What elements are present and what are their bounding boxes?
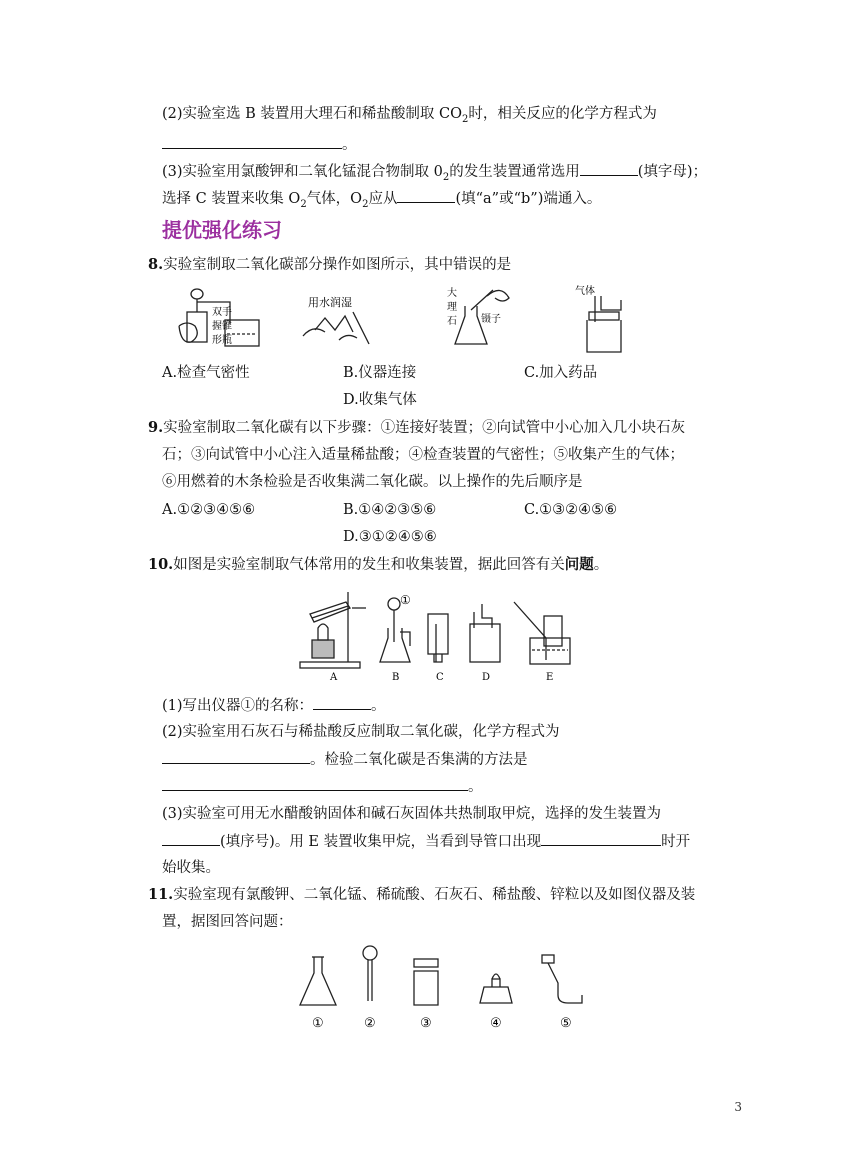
q7-p3-text-a: (3)实验室用氯酸钾和二氧化锰混合物制取 0 [162,164,443,180]
gas-bottle-icon [414,959,438,1005]
q7-p2-text-after: 时，相关反应的化学方程式为 [468,106,657,122]
conical-flask-icon [300,957,336,1005]
q10-fig-label-e: E [546,672,554,683]
q10-fig-c [428,614,448,662]
q9-option-c[interactable]: C.①③②④⑤⑥ [524,502,618,518]
q10-part3-line3: 始收集。 [162,860,220,876]
q11-number: 11. [148,886,174,903]
q10-p2-end: 。 [468,779,483,795]
q8-fig-d-label: 气体 [575,286,595,297]
q7-p3-text-f: 应从 [368,191,398,207]
funnel-icon [363,946,377,1001]
q8-option-a[interactable]: A.检查气密性 [162,365,250,381]
q8-stem-text: 实验室制取二氧化碳部分操作如图所示，其中错误的是 [163,257,512,273]
q10-part1 [162,695,386,716]
answer-blank[interactable] [162,134,342,149]
q8-stem [148,255,511,275]
q11-fig-label-3: ③ [420,1016,432,1031]
q11-fig-label-2: ② [364,1016,376,1031]
q7-p3-text-c: (填字母)； [637,164,708,180]
q10-part2-line3 [162,776,483,797]
q8-fig-c-label: 理 [447,302,457,313]
bent-tube-icon [542,955,582,1003]
q9-option-a[interactable]: A.①②③④⑤⑥ [162,502,256,518]
q10-fig-e [514,602,570,664]
q11-fig-label-5: ⑤ [560,1016,572,1031]
q7-p3-text-e: 气体，O [306,191,363,207]
q10-stem-end: 。 [593,557,609,573]
q7-p2-end: 。 [342,137,357,153]
q7-p3-text-g: (填“a”或“b”)端通入。 [455,191,602,207]
q11-stem-text: 实验室现有氯酸钾、二氧化锰、稀硫酸、石灰石、稀盐酸、锌粒以及如图仪器及装 [173,887,696,903]
q7-p3-sub: 2 [442,171,450,183]
q10-fig-marker: ① [400,593,411,607]
q7-p3-text-d: 选择 C 装置来收集 O [162,191,301,207]
q7-part2-line1 [162,104,657,130]
q10-part3-line1: (3)实验室可用无水醋酸钠固体和碱石灰固体共热制取甲烷，选择的发生装置为 [162,806,662,822]
q8-fig-b-label: 用水润湿 [308,296,352,309]
q8-figure [175,282,645,354]
q7-p3-sub-d: 2 [300,198,307,210]
answer-blank[interactable] [162,831,220,846]
q8-fig-a-label: 形瓶 [212,335,232,346]
q10-p1-end: 。 [371,698,386,714]
q10-part2-line2 [162,749,528,770]
q9-number: 9. [148,419,164,436]
q9-option-d[interactable]: D.③①②④⑤⑥ [343,529,437,545]
q10-p1-text: (1)写出仪器①的名称： [162,698,314,714]
q7-p3-sub-e: 2 [362,198,369,210]
q9-option-b[interactable]: B.①④②③⑤⑥ [343,502,437,518]
q7-part3-line1 [162,161,707,188]
q10-fig-label-a: A [330,672,338,683]
q7-p2-subscript: 2 [462,113,469,125]
q10-fig-b [380,598,410,662]
answer-blank[interactable] [541,831,661,846]
q8-fig-b [303,312,369,344]
answer-blank[interactable] [580,161,638,176]
q8-fig-c-label: 石 [447,316,457,327]
q9-stem-line2: 石；③向试管中小心注入适量稀盐酸；④检查装置的气密性；⑤收集产生的气体； [162,447,684,463]
q8-option-c[interactable]: C.加入药品 [524,365,598,381]
q8-fig-a-label: 握锥 [212,321,232,332]
answer-blank[interactable] [313,695,371,710]
q10-fig-d [470,604,500,662]
q11-stem-line1 [148,885,695,905]
q10-fig-a [300,592,366,668]
q10-fig-label-c: C [436,672,444,683]
q10-p3-text-c: 时开 [661,834,691,850]
q10-part3-line2 [162,831,690,852]
q8-fig-c-label: 镊子 [481,314,501,325]
q10-stem [148,555,608,575]
answer-blank[interactable] [162,749,310,764]
q10-stem-text: 如图是实验室制取气体常用的发生和收集装置，据此回答有关 [173,557,565,573]
q7-part2-line2 [162,134,357,155]
q7-p3-text-b: 的发生装置通常选用 [449,164,580,180]
q8-fig-a-label: 双手 [212,307,232,318]
q8-fig-c-label: 大 [447,288,457,299]
q9-stem-line3: ⑥用燃着的木条检验是否收集满二氧化碳。以上操作的先后顺序是 [162,474,583,490]
q9-stem-line1 [148,418,685,438]
q8-number: 8. [148,256,164,273]
answer-blank[interactable] [162,776,468,791]
page-number: 3 [734,1100,742,1114]
q10-number: 10. [148,556,174,573]
q11-figure [296,943,596,1031]
answer-blank[interactable] [397,188,455,203]
q10-part2-line1: (2)实验室用石灰石与稀盐酸反应制取二氧化碳，化学方程式为 [162,724,560,740]
q7-part3-line2 [162,188,601,215]
q10-figure [296,588,576,684]
q10-p3-text: (填序号)。用 E 装置收集甲烷，当看到导管口出现 [220,834,542,850]
q11-fig-label-1: ① [312,1016,324,1031]
q11-stem-line2: 置，据图回答问题： [162,914,293,930]
q7-p2-text: (2)实验室选 B 装置用大理石和稀盐酸制取 CO [162,106,463,122]
alcohol-lamp-icon [480,974,512,1003]
q10-stem-bold: 问题 [564,556,594,573]
q8-option-b[interactable]: B.仪器连接 [343,365,417,381]
q10-p2-text: 。检验二氧化碳是否集满的方法是 [310,752,528,768]
section-title: 提优强化练习 [162,218,282,242]
q8-option-d[interactable]: D.收集气体 [343,392,417,408]
q8-fig-d [587,296,621,352]
q10-fig-label-d: D [482,672,491,683]
q11-fig-label-4: ④ [490,1016,502,1031]
q9-stem-text: 实验室制取二氧化碳有以下步骤：①连接好装置；②向试管中小心加入几小块石灰 [163,420,686,436]
q10-fig-label-b: B [392,672,400,683]
